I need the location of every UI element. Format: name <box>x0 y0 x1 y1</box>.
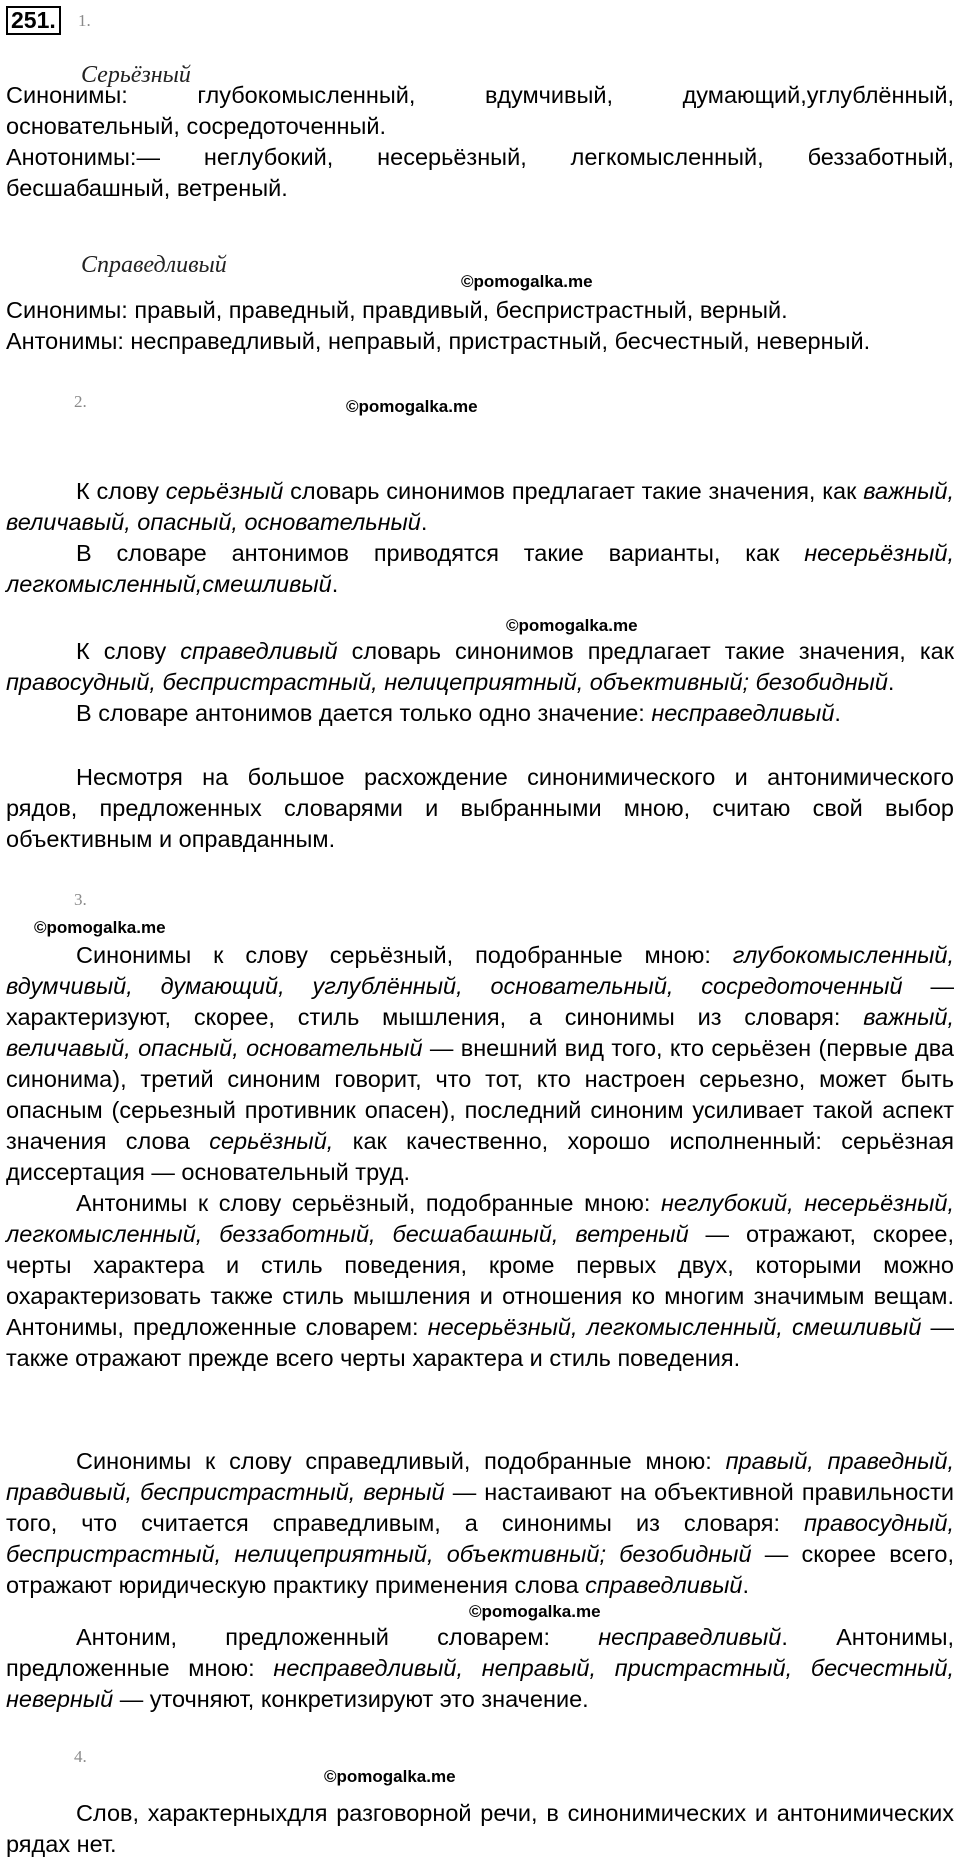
synonyms-line-2: основательный, сосредоточенный. <box>6 113 387 139</box>
fair-dictionary-antonyms: В словаре антонимов дается только одно значение: несправедливый. <box>76 700 841 726</box>
part-number-3: 3. <box>74 890 87 909</box>
part-number-1: 1. <box>78 11 91 30</box>
serious-dictionary-antonyms: В словаре антонимов приводятся такие варианты, как несерьёзный, легкомысленный,смешливый. <box>6 540 954 597</box>
word-title-fair: Справедливый <box>81 252 227 278</box>
antonyms-line-1: Анотонимы:— неглубокий, несерьёзный, легкомысленный, беззаботный, <box>6 144 954 170</box>
section1-fair-block <box>6 295 954 357</box>
task-number: 251. <box>6 6 61 35</box>
serious-synonyms-analysis: Синонимы к слову серьёзный, подобранные мною: глубокомысленный, вдумчивый, думающий, углублённый, основательный, сосредоточенный — характеризуют, скорее, стиль мышления, а синонимы из словаря: важный, величавый, опасный, основательный — внешний вид того, кто серьёзен (первые два синонима), третий синоним говорит, что тот, кто настроен серьезно, может быть опасным (серьезный противник опасен), последний синоним усиливает такой аспект значения слова серьёзный, как качественно, хорошо исполненный: серьёзная диссертация — основательный труд. <box>6 942 954 1185</box>
watermark-4: ©pomogalka.me <box>34 918 166 937</box>
part-number-2: 2. <box>74 392 87 411</box>
conclusion-paragraph: Несмотря на большое расхождение синонимического и антонимического рядов, предложенных словарями и выбранными мною, считаю свой выбор объективным и оправданным. <box>6 764 954 852</box>
section2-serious <box>6 476 954 600</box>
fair-synonyms-analysis: Синонимы к слову справедливый, подобранные мною: правый, праведный, правдивый, беспристрастный, верный — настаивают на объективной правильности того, что считается справедливым, а синонимы из словаря: правосудный, беспристрастный, нелицеприятный, объективный; безобидный — скорее всего, отражают юридическую практику применения слова справедливый. <box>6 1448 954 1598</box>
watermark-6: ©pomogalka.me <box>324 1767 456 1786</box>
fair-synonyms: Синонимы: правый, праведный, правдивый, беспристрастный, верный. <box>6 297 788 323</box>
fair-antonyms-analysis: Антоним, предложенный словарем: несправедливый. Антонимы, предложенные мною: несправедливый, неправый, пристрастный, бесчестный, неверный — уточняют, конкретизируют это значение. <box>6 1624 954 1712</box>
section3-fair <box>6 1446 954 1601</box>
watermark-1: ©pomogalka.me <box>461 272 593 291</box>
section2-conclusion <box>6 762 954 855</box>
part-number-4: 4. <box>74 1747 87 1766</box>
watermark-2: ©pomogalka.me <box>346 397 478 416</box>
section4 <box>6 1798 954 1860</box>
fair-antonyms: Антонимы: несправедливый, неправый, пристрастный, бесчестный, неверный. <box>6 328 871 354</box>
synonyms-line-1: Синонимы: глубокомысленный, вдумчивый, думающий,углублённый, <box>6 82 954 108</box>
watermark-3: ©pomogalka.me <box>506 616 638 635</box>
section1-serious-block <box>6 80 954 204</box>
fair-dictionary-synonyms: К слову справедливый словарь синонимов предлагает такие значения, как правосудный, беспристрастный, нелицеприятный, объективный; безобидный. <box>6 638 954 695</box>
serious-antonyms-analysis: Антонимы к слову серьёзный, подобранные мною: неглубокий, несерьёзный, легкомысленный, беззаботный, бесшабашный, ветреный — отражают, скорее, черты характера и стиль поведения, кроме первых двух, которыми можно охарактеризовать также стиль мышления и отношения ко многим значимым вещам. Антонимы, предложенные словарем: несерьёзный, легкомысленный, смешливый — также отражают прежде всего черты характера и стиль поведения. <box>6 1190 955 1371</box>
watermark-5: ©pomogalka.me <box>469 1602 601 1621</box>
colloquial-words-note: Слов, характерныхдля разговорной речи, в синонимических и антонимических рядах нет. <box>6 1800 954 1857</box>
word-title-serious: Серьёзный <box>81 62 191 88</box>
serious-dictionary-synonyms: К слову серьёзный словарь синонимов предлагает такие значения, как важный, величавый, опасный, основательный. <box>6 478 954 535</box>
section3-serious <box>6 940 954 1374</box>
antonyms-line-2: бесшабашный, ветреный. <box>6 175 288 201</box>
section3-fair-antonyms <box>6 1622 954 1715</box>
section2-fair <box>6 636 954 729</box>
